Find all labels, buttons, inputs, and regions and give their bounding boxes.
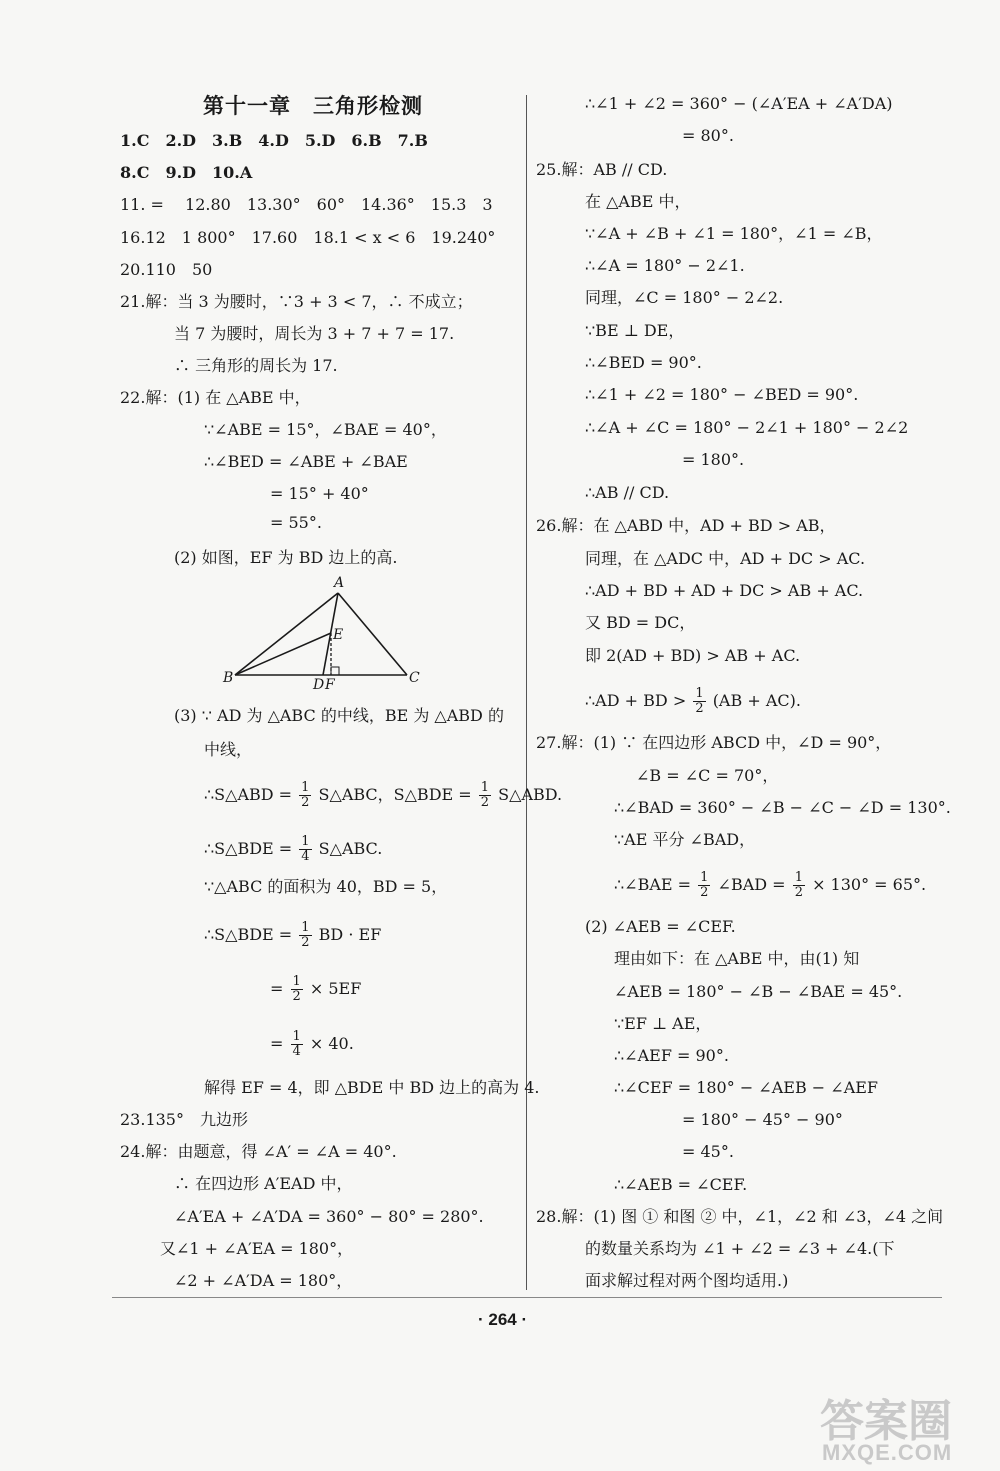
formula-text: ∴∠BAE = [614, 875, 692, 894]
answer-line: 28.解：(1) 图 ① 和图 ② 中，∠1，∠2 和 ∠3，∠4 之间 [536, 1207, 944, 1226]
fraction: $\frac{1}{2}$ [794, 870, 803, 900]
answer-line: = 180° − 45° − 90° [682, 1110, 843, 1129]
answer-line: = 45°. [682, 1142, 734, 1161]
answer-line: 24.解：由题意，得 ∠A′ = ∠A = 40°. [120, 1142, 397, 1161]
answer-line: = 55°. [270, 513, 322, 532]
answer-line: 又 BD = DC， [585, 613, 696, 632]
answer-line: ∴∠1 + ∠2 = 180° − ∠BED = 90°. [585, 385, 859, 404]
formula-text: S△ABC. [318, 839, 383, 858]
formula-line [204, 781, 562, 810]
answer-line: 11. = 12.80 13.30° 60° 14.36° 15.3 3 [120, 195, 493, 214]
answer-line: 27.解：(1) ∵ 在四边形 ABCD 中，∠D = 90°， [536, 733, 892, 752]
fraction: $\frac{1}{2}$ [700, 870, 709, 900]
fraction: $\frac{1}{2}$ [301, 920, 310, 950]
answer-line: ∴∠AEF = 90°. [614, 1046, 729, 1065]
answer-line: ∠2 + ∠A′DA = 180°， [174, 1271, 353, 1290]
answer-line: ∴∠BED = 90°. [585, 353, 702, 372]
answer-line: 的数量关系均为 ∠1 + ∠2 = ∠3 + ∠4.(下 [585, 1239, 895, 1258]
watermark-url: MXQE.COM [822, 1440, 953, 1465]
answer-line: 22.解：(1) 在 △ABE 中， [120, 388, 311, 407]
formula-text: × 5EF [309, 979, 362, 998]
formula-line [270, 975, 361, 1004]
fraction: $\frac{1}{4}$ [292, 1029, 301, 1059]
label-b: B [223, 670, 234, 686]
fraction: $\frac{1}{2}$ [480, 780, 490, 810]
formula-text: BD · EF [318, 925, 382, 944]
label-e: E [333, 627, 344, 643]
formula-line [204, 835, 382, 864]
formula-text: ∴S△BDE = [204, 839, 293, 858]
formula-text: (AB + AC). [712, 691, 801, 710]
answer-line: ∴ 在四边形 A′EAD 中， [174, 1174, 353, 1193]
answer-line: 16.12 1 800° 17.60 18.1 < x < 6 19.240° [120, 228, 496, 247]
footer-rule [112, 1297, 942, 1298]
watermark-logo: 答案圈 [820, 1396, 952, 1447]
label-d: D [313, 677, 325, 690]
answer-line: 1.C 2.D 3.B 4.D 5.D 6.B 7.B [120, 131, 428, 150]
formula-text: ∴AD + BD > [585, 691, 687, 710]
answer-line: 中线， [204, 740, 253, 759]
answer-line: 25.解：AB // CD. [536, 160, 668, 179]
triangle-figure [215, 575, 430, 690]
fraction: $\frac{1}{2}$ [695, 686, 704, 716]
answer-line: ∴∠CEF = 180° − ∠AEB − ∠AEF [614, 1078, 879, 1097]
formula-line [614, 871, 926, 900]
answer-line: ∴AD + BD + AD + DC > AB + AC. [585, 581, 864, 600]
formula-text: × 130° = 65°. [812, 875, 927, 894]
answer-line: ∠B = ∠C = 70°， [636, 766, 779, 785]
answer-line: 同理，∠C = 180° − 2∠2. [585, 288, 784, 307]
formula-line [585, 687, 801, 716]
page-title: 第十一章 三角形检测 [203, 93, 423, 118]
label-c: C [409, 670, 420, 686]
right-angle-mark [331, 667, 339, 675]
answer-line: ∴∠BED = ∠ABE + ∠BAE [204, 452, 408, 471]
answer-line: 面求解过程对两个图均适用.) [585, 1271, 789, 1290]
column-divider [526, 95, 527, 1290]
answer-line: (2) ∠AEB = ∠CEF. [585, 917, 736, 936]
answer-line: 26.解：在 △ABD 中，AD + BD > AB， [536, 516, 836, 535]
formula-text: S△ABD. [498, 785, 563, 804]
answer-line: ∵EF ⊥ AE， [614, 1014, 712, 1033]
formula-text: = [270, 979, 284, 998]
median-be [235, 633, 331, 675]
answer-line: 即 2(AD + BD) > AB + AC. [585, 646, 801, 665]
formula-line [270, 1030, 354, 1059]
answer-line: ∴∠BAD = 360° − ∠B − ∠C − ∠D = 130°. [614, 798, 951, 817]
answer-line: = 80°. [682, 126, 734, 145]
answer-line: ∠AEB = 180° − ∠B − ∠BAE = 45°. [614, 982, 903, 1001]
answer-line: ∵△ABC 的面积为 40，BD = 5， [204, 877, 448, 896]
formula-text: ∴S△ABD = [204, 785, 293, 804]
answer-line: ∴AB // CD. [585, 483, 670, 502]
answer-line: (2) 如图，EF 为 BD 边上的高. [174, 548, 398, 567]
formula-text: ∠BAD = [717, 875, 786, 894]
formula-text: S△ABC，S△BDE = [318, 785, 472, 804]
formula-text: ∴S△BDE = [204, 925, 293, 944]
fraction: $\frac{1}{2}$ [301, 780, 310, 810]
answer-line: ∴∠A = 180° − 2∠1. [585, 256, 745, 275]
answer-line: 23.135° 九边形 [120, 1110, 248, 1129]
formula-line [204, 921, 381, 950]
answer-line: 同理，在 △ADC 中，AD + DC > AC. [585, 549, 866, 568]
answer-line: 理由如下：在 △ABE 中，由(1) 知 [614, 949, 860, 968]
answer-line: 20.110 50 [120, 260, 213, 279]
answer-line: ∴∠A + ∠C = 180° − 2∠1 + 180° − 2∠2 [585, 418, 909, 437]
answer-line: ∠A′EA + ∠A′DA = 360° − 80° = 280°. [174, 1207, 484, 1226]
answer-line: ∵BE ⊥ DE， [585, 321, 685, 340]
answer-line: 8.C 9.D 10.A [120, 163, 253, 182]
fraction: $\frac{1}{4}$ [301, 834, 310, 864]
answer-line: ∴ 三角形的周长为 17. [174, 356, 338, 375]
answer-line: ∵∠ABE = 15°，∠BAE = 40°， [204, 420, 447, 439]
answer-line: 解得 EF = 4，即 △BDE 中 BD 边上的高为 4. [204, 1078, 540, 1097]
page-number: · 264 · [478, 1310, 528, 1329]
answer-line: 21.解：当 3 为腰时，∵3 + 3 < 7，∴ 不成立； [120, 292, 473, 311]
answer-line: 在 △ABE 中， [585, 192, 691, 211]
label-f: F [325, 677, 335, 690]
answer-line: (3) ∵ AD 为 △ABC 的中线，BE 为 △ABD 的 [174, 706, 504, 725]
answer-line: ∵∠A + ∠B + ∠1 = 180°，∠1 = ∠B， [585, 224, 883, 243]
label-a: A [334, 575, 345, 591]
answer-line: ∵AE 平分 ∠BAD， [614, 830, 756, 849]
fraction: $\frac{1}{2}$ [292, 974, 301, 1004]
answer-line: = 180°. [682, 450, 745, 469]
answer-line: 当 7 为腰时，周长为 3 + 7 + 7 = 17. [174, 324, 455, 343]
edge-ab [235, 593, 338, 675]
formula-text: × 40. [309, 1034, 354, 1053]
answer-line: ∴∠1 + ∠2 = 360° − (∠A′EA + ∠A′DA) [585, 94, 893, 113]
formula-text: = [270, 1034, 284, 1053]
answer-line: ∴∠AEB = ∠CEF. [614, 1175, 748, 1194]
answer-line: 又∠1 + ∠A′EA = 180°， [160, 1239, 354, 1258]
answer-line: = 15° + 40° [270, 484, 369, 503]
edge-ac [338, 593, 407, 675]
